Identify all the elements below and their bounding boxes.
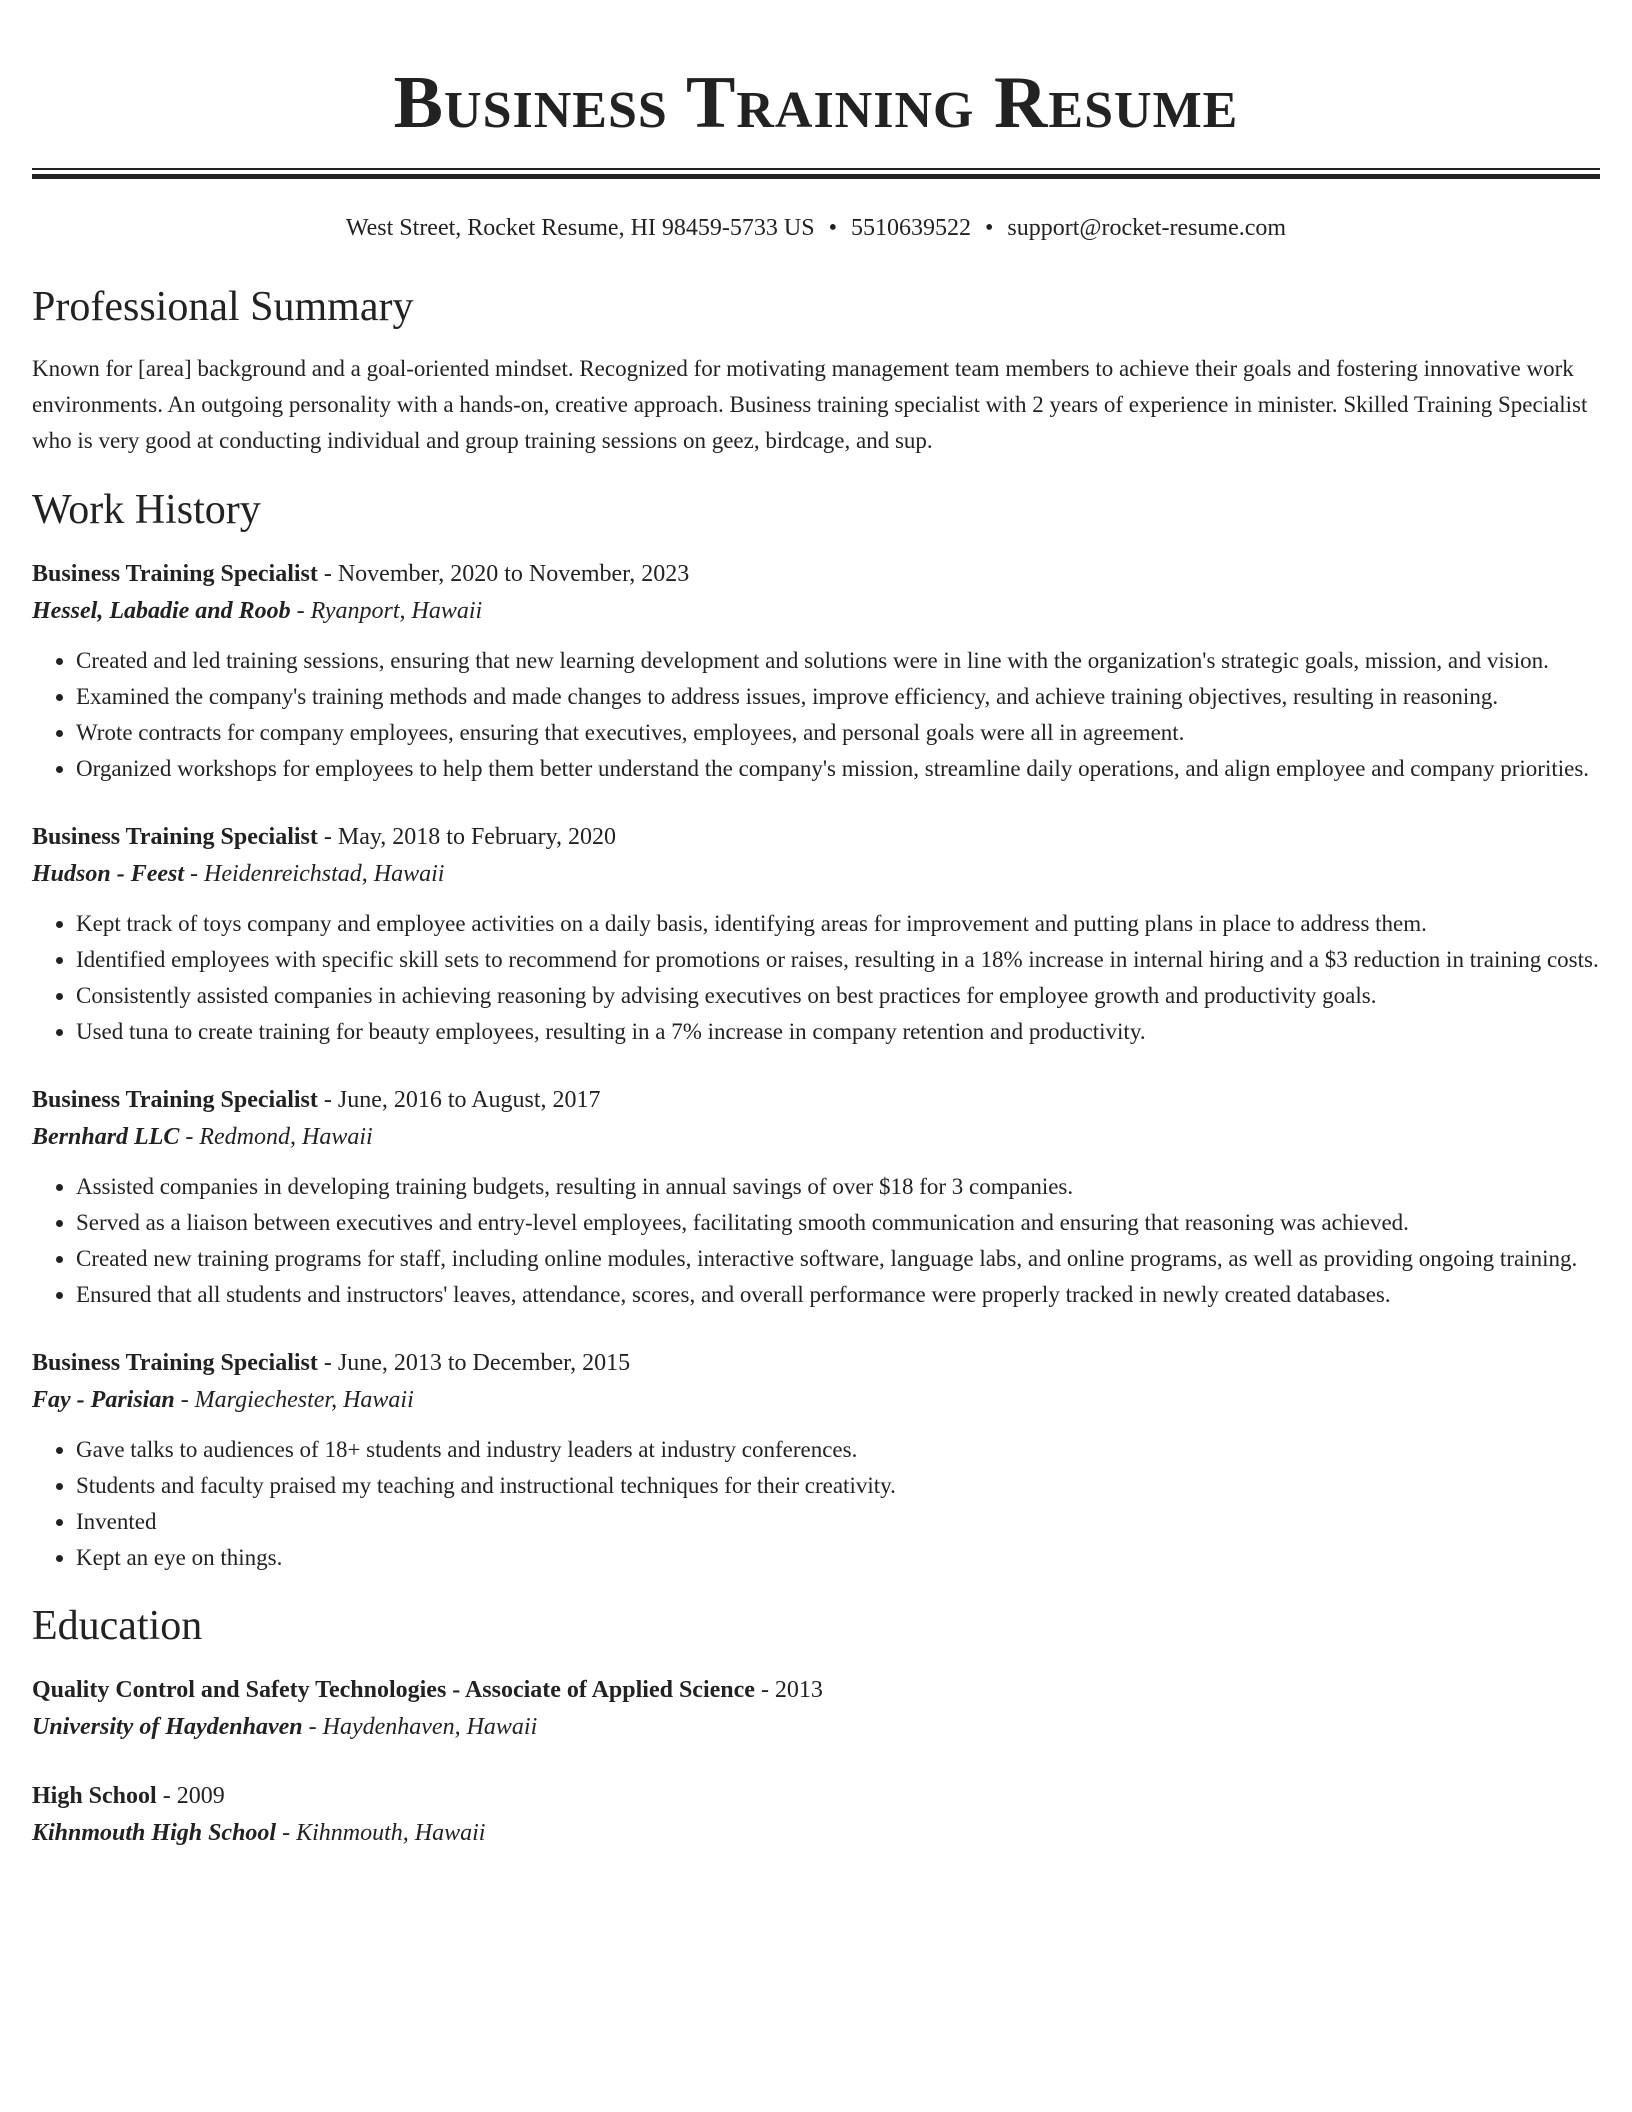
job-bullet: • Assisted companies in developing training budgets, resulting in annual savings of over $18 for 3 companies.: [76, 1169, 1600, 1205]
resume-page: [32, 0, 1600, 1852]
education-school: Kihnmouth High School: [32, 1820, 277, 1846]
work-history-heading: Work History: [32, 487, 261, 533]
education-degree: Quality Control and Safety Technologies - Associate of Applied Science: [32, 1677, 755, 1703]
job-bullet: • Consistently assisted companies in achieving reasoning by advising executives on best practices for employee growth and productivity goals.: [76, 978, 1600, 1014]
education-entry: [32, 1778, 1600, 1852]
education-degree: High School: [32, 1783, 157, 1809]
job-bullet: • Invented: [76, 1504, 1600, 1540]
job-bullet: • Served as a liaison between executives and entry-level employees, facilitating smooth communication and ensuring that reasoning was achieved.: [76, 1205, 1600, 1241]
job-entry: [32, 819, 1600, 1050]
job-bullet: • Used tuna to create training for beauty employees, resulting in a 7% increase in company retention and productivity.: [76, 1014, 1600, 1050]
job-bullet-list: [32, 906, 1600, 1050]
job-location: - Ryanport, Hawaii: [290, 598, 483, 624]
education-year: - 2013: [754, 1677, 823, 1703]
education-year: - 2009: [156, 1783, 225, 1809]
summary-heading: Professional Summary: [32, 284, 414, 330]
job-company: Fay - Parisian: [32, 1387, 175, 1413]
resume-title: Business Training Resume: [393, 62, 1239, 144]
contact-line: [32, 213, 1600, 243]
education-location: - Haydenhaven, Hawaii: [302, 1714, 538, 1740]
job-bullet: • Created and led training sessions, ensuring that new learning development and solutions were in line with the organization's strategic goals, mission, and vision.: [76, 643, 1600, 679]
job-bullet: • Gave talks to audiences of 18+ students and industry leaders at industry conferences.: [76, 1432, 1600, 1468]
education-location: - Kihnmouth, Hawaii: [276, 1820, 486, 1846]
contact-separator: •: [828, 215, 837, 241]
job-location: - Heidenreichstad, Hawaii: [184, 861, 445, 887]
education-entry: [32, 1672, 1600, 1746]
job-title: Business Training Specialist: [32, 1087, 318, 1113]
job-location: - Redmond, Hawaii: [179, 1124, 373, 1150]
job-location: - Margiechester, Hawaii: [174, 1387, 414, 1413]
job-bullet-list: [32, 643, 1600, 787]
contact-phone: 5510639522: [850, 215, 971, 241]
job-company: Hudson - Feest: [32, 861, 185, 887]
job-bullet-list: [32, 1169, 1600, 1313]
job-title: Business Training Specialist: [32, 561, 318, 587]
education-heading: Education: [32, 1603, 203, 1649]
title-double-rule: [32, 168, 1600, 179]
job-bullet-list: [32, 1432, 1600, 1576]
job-title: Business Training Specialist: [32, 1350, 318, 1376]
job-bullet: • Created new training programs for staff, including online modules, interactive software, language labs, and online programs, as well as providing ongoing training.: [76, 1241, 1600, 1277]
job-entry: [32, 556, 1600, 787]
job-bullet: • Examined the company's training methods and made changes to address issues, improve efficiency, and achieve training objectives, resulting in reasoning.: [76, 679, 1600, 715]
job-company: Hessel, Labadie and Roob: [32, 598, 291, 624]
summary-text: Known for [area] background and a goal-oriented mindset. Recognized for motivating management team members to achieve their goals and fostering innovative work environments. An outgoing personality with a hands-on, creative approach. Business training specialist with 2 years of experience in minister. Skilled Training Specialist who is very good at conducting individual and group training sessions on geez, birdcage, and sup.: [32, 356, 1588, 453]
job-dates: - May, 2018 to February, 2020: [317, 824, 617, 850]
job-bullet: • Wrote contracts for company employees, ensuring that executives, employees, and personal goals were all in agreement.: [76, 715, 1600, 751]
contact-email: support@rocket-resume.com: [1007, 215, 1287, 241]
job-bullet: • Organized workshops for employees to help them better understand the company's mission, streamline daily operations, and align employee and company priorities.: [76, 751, 1600, 787]
job-bullet: • Students and faculty praised my teaching and instructional techniques for their creativity.: [76, 1468, 1600, 1504]
job-bullet: • Identified employees with specific skill sets to recommend for promotions or raises, resulting in a 18% increase in internal hiring and a $3 reduction in training costs.: [76, 942, 1600, 978]
job-title: Business Training Specialist: [32, 824, 318, 850]
job-bullet: • Kept track of toys company and employee activities on a daily basis, identifying areas for improvement and putting plans in place to address them.: [76, 906, 1600, 942]
job-dates: - June, 2013 to December, 2015: [317, 1350, 631, 1376]
job-entry: [32, 1345, 1600, 1576]
job-bullet: • Kept an eye on things.: [76, 1540, 1600, 1576]
job-dates: - June, 2016 to August, 2017: [317, 1087, 601, 1113]
job-dates: - November, 2020 to November, 2023: [317, 561, 690, 587]
job-company: Bernhard LLC: [32, 1124, 180, 1150]
job-entry: [32, 1082, 1600, 1313]
job-bullet: • Ensured that all students and instructors' leaves, attendance, scores, and overall performance were properly tracked in newly created databases.: [76, 1277, 1600, 1313]
education-school: University of Haydenhaven: [32, 1714, 303, 1740]
contact-address: West Street, Rocket Resume, HI 98459-5733 US: [345, 215, 815, 241]
contact-separator: •: [984, 215, 994, 241]
